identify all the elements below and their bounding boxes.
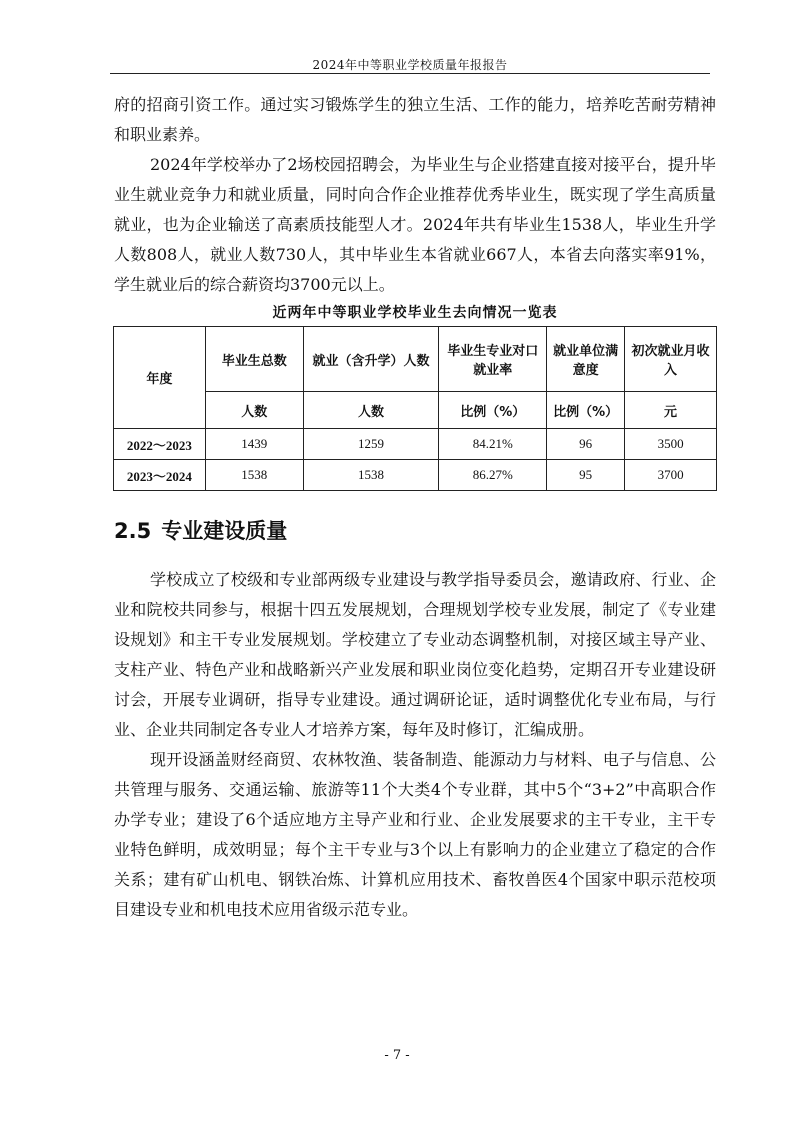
table-row bbox=[114, 460, 717, 491]
section-title: 专业建设质量 bbox=[161, 519, 288, 543]
row-satisfaction: 96 bbox=[547, 429, 625, 460]
unit-total: 人数 bbox=[205, 392, 303, 429]
unit-income: 元 bbox=[625, 392, 717, 429]
section-number: 2.5 bbox=[114, 519, 152, 543]
paragraph-continued: 府的招商引资工作。通过实习锻炼学生的独立生活、工作的能力，培养吃苦耐劳精神和职业素养。 bbox=[114, 95, 716, 144]
row-year: 2023～2024 bbox=[114, 460, 206, 491]
row-employed: 1538 bbox=[303, 460, 439, 491]
row-income: 3500 bbox=[625, 429, 717, 460]
unit-match-rate: 比例（%） bbox=[439, 392, 547, 429]
page-number: - 7 - bbox=[384, 1048, 410, 1063]
table-row bbox=[114, 429, 717, 460]
unit-satisfaction: 比例（%） bbox=[547, 392, 625, 429]
section-heading bbox=[114, 515, 716, 545]
header-monthly-income: 初次就业月收入 bbox=[625, 327, 717, 392]
row-employed: 1259 bbox=[303, 429, 439, 460]
row-match-rate: 86.27% bbox=[439, 460, 547, 491]
row-total: 1538 bbox=[205, 460, 303, 491]
table-header-row bbox=[114, 327, 717, 392]
table-title: 近两年中等职业学校毕业生去向情况一览表 bbox=[272, 305, 558, 321]
row-year: 2022～2023 bbox=[114, 429, 206, 460]
paragraph-majors: 现开设涵盖财经商贸、农林牧渔、装备制造、能源动力与材料、电子与信息、公共管理与服务、交通运输、旅游等11个大类4个专业群，其中5个“3+2”中高职合作办学专业；建设了6个适应地方主导产业和行业、企业发展要求的主干专业，主干专业特色鲜明，成效明显；每个主干专业与3个以上有影响力的企业建立了稳定的合作关系；建有矿山机电、钢铁冶炼、计算机应用技术、畜牧兽医4个国家中职示范校项目建设专业和机电技术应用省级示范专业。 bbox=[114, 750, 716, 919]
row-income: 3700 bbox=[625, 460, 717, 491]
row-satisfaction: 95 bbox=[547, 460, 625, 491]
page-content bbox=[114, 90, 716, 925]
graduate-outcomes-table bbox=[113, 326, 717, 491]
header-satisfaction: 就业单位满意度 bbox=[547, 327, 625, 392]
paragraph-committee: 学校成立了校级和专业部两级专业建设与教学指导委员会，邀请政府、行业、企业和院校共同参与，根据十四五发展规划，合理规划学校专业发展，制定了《专业建设规划》和主干专业发展规划。学校建立了专业动态调整机制，对接区域主导产业、支柱产业、特色产业和战略新兴产业发展和职业岗位变化趋势，定期召开专业建设研讨会，开展专业调研，指导专业建设。通过调研论证，适时调整优化专业布局，与行业、企业共同制定各专业人才培养方案，每年及时修订，汇编成册。 bbox=[114, 570, 716, 739]
year-header: 年度 bbox=[114, 327, 206, 429]
header-divider bbox=[110, 73, 710, 74]
paragraph-job-fairs: 2024年学校举办了2场校园招聘会，为毕业生与企业搭建直接对接平台，提升毕业生就业竞争力和就业质量，同时向合作企业推荐优秀毕业生，既实现了学生高质量就业，也为企业输送了高素质技能型人才。2024年共有毕业生1538人，毕业生升学人数808人，就业人数730人，其中毕业生本省就业667人，本省去向落实率91%，学生就业后的综合薪资均3700元以上。 bbox=[114, 155, 716, 294]
running-header: 2024年中等职业学校质量年报报告 bbox=[312, 58, 508, 72]
header-employed: 就业（含升学）人数 bbox=[303, 327, 439, 392]
header-match-rate: 毕业生专业对口就业率 bbox=[439, 327, 547, 392]
header-total-graduates: 毕业生总数 bbox=[205, 327, 303, 392]
row-total: 1439 bbox=[205, 429, 303, 460]
row-match-rate: 84.21% bbox=[439, 429, 547, 460]
unit-employed: 人数 bbox=[303, 392, 439, 429]
